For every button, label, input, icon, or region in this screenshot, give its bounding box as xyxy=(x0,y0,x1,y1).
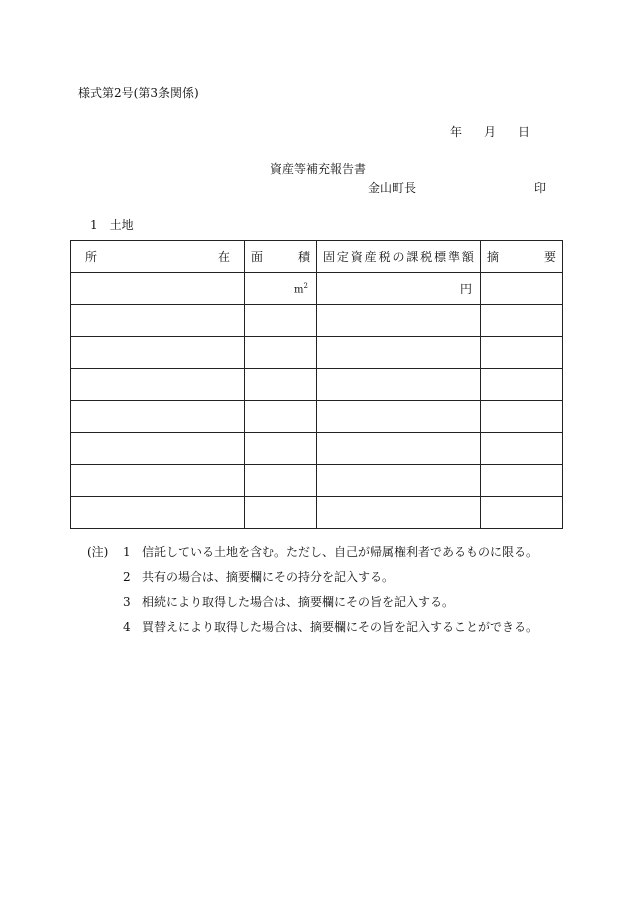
cell-area[interactable] xyxy=(245,465,317,497)
unit-area: m xyxy=(294,284,304,296)
header-assessed-value-char: 標 xyxy=(434,250,447,264)
header-location-char: 所 xyxy=(85,250,98,264)
unit-yen: 円 xyxy=(459,282,472,296)
cell-area[interactable] xyxy=(245,273,317,305)
table-row xyxy=(71,465,563,497)
header-assessed-value-char: の xyxy=(392,250,405,264)
note-text: 相続により取得した場合は、摘要欄にその旨を記入する。 xyxy=(142,595,455,609)
section-heading xyxy=(90,216,134,233)
header-assessed-value-char: 課 xyxy=(406,250,419,264)
note-text: 信託している土地を含む。ただし、自己が帰属権利者であるものに限る。 xyxy=(142,545,539,559)
table-header-row xyxy=(71,241,563,273)
cell-area[interactable] xyxy=(245,497,317,529)
recipient: 金山町長 xyxy=(368,181,417,195)
note-number: 4 xyxy=(123,620,131,634)
table-row xyxy=(71,369,563,401)
table-row xyxy=(71,337,563,369)
cell-area[interactable] xyxy=(245,369,317,401)
cell-location[interactable] xyxy=(71,305,245,337)
date-day: 日 xyxy=(518,125,531,139)
cell-area[interactable] xyxy=(245,401,317,433)
cell-assessed-value[interactable] xyxy=(317,369,481,401)
cell-area[interactable] xyxy=(245,305,317,337)
header-assessed-value xyxy=(317,241,481,273)
cell-remarks[interactable] xyxy=(481,433,563,465)
header-remarks-char: 要 xyxy=(543,250,556,264)
header-area-char: 積 xyxy=(297,250,310,264)
cell-assessed-value[interactable] xyxy=(317,433,481,465)
date-year: 年 xyxy=(450,125,463,139)
note-text: 買替えにより取得した場合は、摘要欄にその旨を記入することができる。 xyxy=(142,620,539,634)
cell-assessed-value[interactable] xyxy=(317,497,481,529)
cell-remarks[interactable] xyxy=(481,401,563,433)
cell-remarks[interactable] xyxy=(481,337,563,369)
date-line xyxy=(450,123,530,140)
land-table xyxy=(70,240,563,529)
header-assessed-value-char: 額 xyxy=(461,250,474,264)
cell-area[interactable] xyxy=(245,433,317,465)
header-location xyxy=(71,241,245,273)
cell-remarks[interactable] xyxy=(481,497,563,529)
table-row xyxy=(71,273,563,305)
cell-assessed-value[interactable] xyxy=(317,337,481,369)
document-title: 資産等補充報告書 xyxy=(270,162,367,176)
header-assessed-value-char: 定 xyxy=(336,250,349,264)
table-row xyxy=(71,305,563,337)
note-number: 1 xyxy=(123,545,131,559)
table-row xyxy=(71,433,563,465)
cell-assessed-value[interactable] xyxy=(317,273,481,305)
cell-remarks[interactable] xyxy=(481,305,563,337)
cell-assessed-value[interactable] xyxy=(317,401,481,433)
table-row xyxy=(71,401,563,433)
cell-location[interactable] xyxy=(71,369,245,401)
header-assessed-value-char: 税 xyxy=(420,250,433,264)
cell-location[interactable] xyxy=(71,401,245,433)
header-area-char: 面 xyxy=(251,250,264,264)
seal-mark: 印 xyxy=(534,181,547,195)
header-assessed-value-char: 産 xyxy=(364,250,377,264)
table-row xyxy=(71,497,563,529)
header-assessed-value-char: 固 xyxy=(323,250,336,264)
cell-assessed-value[interactable] xyxy=(317,305,481,337)
cell-remarks[interactable] xyxy=(481,369,563,401)
header-remarks-char: 摘 xyxy=(487,250,500,264)
cell-location[interactable] xyxy=(71,497,245,529)
cell-location[interactable] xyxy=(71,337,245,369)
date-month: 月 xyxy=(484,125,497,139)
cell-location[interactable] xyxy=(71,433,245,465)
header-location-char: 在 xyxy=(217,250,230,264)
cell-remarks[interactable] xyxy=(481,465,563,497)
header-assessed-value-char: 税 xyxy=(378,250,391,264)
section-label: 土地 xyxy=(109,218,134,232)
note-number: 2 xyxy=(123,570,131,584)
cell-remarks[interactable] xyxy=(481,273,563,305)
unit-area-exponent: 2 xyxy=(303,281,308,290)
header-remarks xyxy=(481,241,563,273)
cell-location[interactable] xyxy=(71,273,245,305)
section-number: 1 xyxy=(90,218,98,232)
cell-assessed-value[interactable] xyxy=(317,465,481,497)
header-assessed-value-char: 資 xyxy=(350,250,363,264)
cell-area[interactable] xyxy=(245,337,317,369)
cell-location[interactable] xyxy=(71,465,245,497)
form-number: 様式第2号(第3条関係) xyxy=(78,86,199,100)
note-text: 共有の場合は、摘要欄にその持分を記入する。 xyxy=(142,570,395,584)
header-assessed-value-char: 準 xyxy=(448,250,461,264)
header-area xyxy=(245,241,317,273)
note-number: 3 xyxy=(123,595,131,609)
notes-label: (注) xyxy=(87,545,109,559)
